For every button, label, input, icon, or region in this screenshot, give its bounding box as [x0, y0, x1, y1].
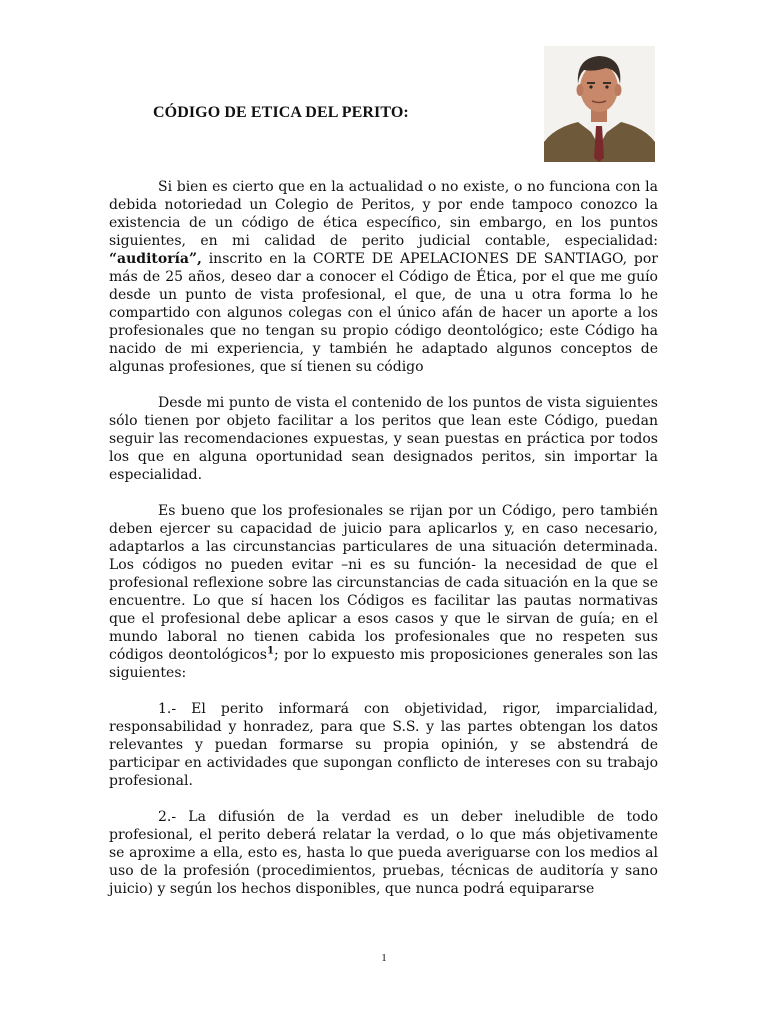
paragraph-point-2: 2.- La difusión de la verdad es un deber ineludible de todo profesional, el perito deberá relatar la verdad, o lo que más objetivamente se aproxime a ella, esto es, hasta lo que pueda averiguarse con los medios al uso de la profesión (procedimientos, pruebas, técnicas de auditoría y sano juicio) y según los hechos disponibles, que nunca podrá equipararse — [109, 809, 658, 897]
paragraph-point-1: 1.- El perito informará con objetividad, rigor, imparcialidad, responsabilidad y honradez, para que S.S. y las partes obtengan los datos relevantes y puedan formarse su propia opinión, y se abstendrá de participar en actividades que supongan conflicto de intereses con su trabajo profesional. — [109, 701, 658, 789]
paragraph-codes — [109, 502, 658, 682]
paragraph-codes-text-a: Es bueno que los profesionales se rijan por un Código, pero también deben ejercer su capacidad de juicio para aplicarlos y, en caso necesario, adaptarlos a las circunstancias particulares de una situación determinada. Los códigos no pueden evitar –ni es su función- la necesidad de que el profesional reflexione sobre las circunstancias de cada situación en la que se encuentre. Lo que sí hacen los Códigos es facilitar las pautas normativas que el profesional debe aplicar a esos casos y que le sirvan de guía; en el mundo laboral no tienen cabida los profesionales que no respeten sus códigos deontológicos — [109, 503, 658, 663]
author-portrait-icon — [544, 46, 655, 162]
paragraph-intro — [109, 178, 658, 376]
footnote-mark: 1 — [266, 645, 274, 657]
page-number: 1 — [381, 952, 387, 964]
paragraph-intro-text-b: inscrito en la CORTE DE APELACIONES DE SANTIAGO, por más de 25 años, deseo dar a conocer el Código de Ética, por el que me guío desde un punto de vista profesional, el que, de una u otra forma lo he compartido con algunos colegas con el único afán de hacer un aporte a los profesionales que no tengan su propio código deontológico; este Código ha nacido de mi experiencia, y también he adaptado algunos conceptos de algunas profesiones, que sí tienen su código — [109, 251, 658, 375]
document-title: CÓDIGO DE ETICA DEL PERITO: — [153, 104, 409, 121]
paragraph-purpose: Desde mi punto de vista el contenido de los puntos de vista siguientes sólo tienen por objeto facilitar a los peritos que lean este Código, puedan seguir las recomendaciones expuestas, y sean puestas en práctica por todos los que en alguna oportunidad sean designados peritos, sin importar la especialidad. — [109, 395, 658, 483]
author-photo — [544, 46, 655, 162]
document-body — [109, 178, 658, 916]
bold-term-auditoria: “auditoría”, — [109, 251, 202, 267]
paragraph-intro-text-a: Si bien es cierto que en la actualidad o no existe, o no funciona con la debida notoriedad un Colegio de Peritos, y por ende tampoco conozco la existencia de un código de ética específico, sin embargo, en los puntos siguientes, en mi calidad de perito judicial contable, especialidad: — [109, 179, 658, 249]
paragraph-codes-text-b: ; por lo expuesto mis proposiciones generales son las siguientes: — [109, 647, 658, 681]
